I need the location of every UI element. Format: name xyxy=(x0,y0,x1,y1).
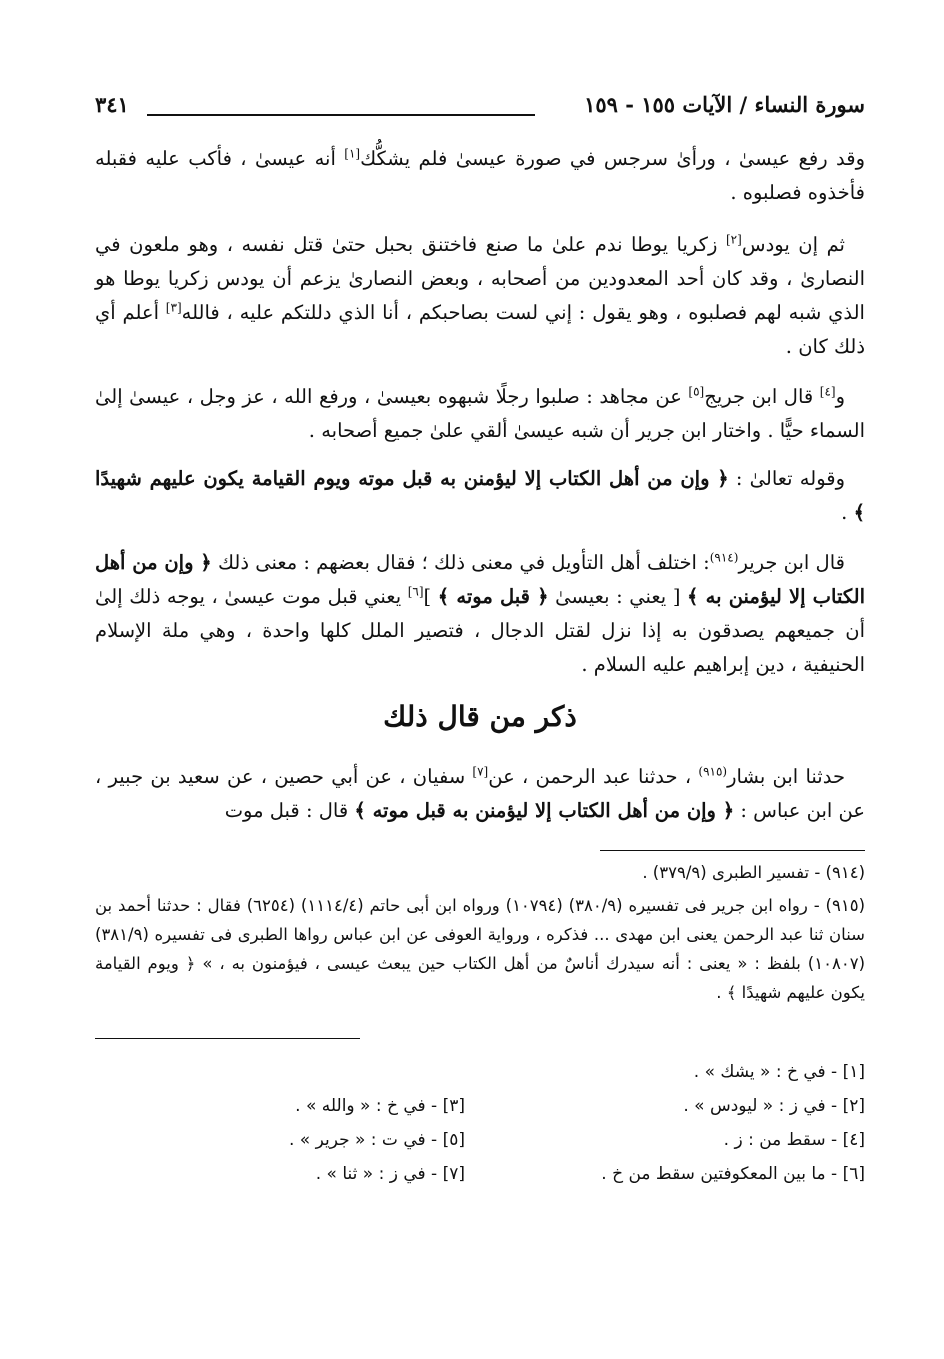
section-heading: ذكر من قال ذلك xyxy=(383,700,577,733)
p6-text-b: ، حدثنا عبد الرحمن ، عن xyxy=(488,765,699,788)
p5-text-d: ] xyxy=(423,585,438,608)
paragraph-2-block xyxy=(95,228,865,364)
p6-text-c: سفيان ، عن أبي حصين ، عن سعيد بن جبير ، عن ابن عباس : xyxy=(95,765,865,822)
main-text xyxy=(95,142,865,210)
p6-text-d: قال : قبل موت xyxy=(224,799,355,822)
p2-text-c: أعلم أي ذلك كان . xyxy=(95,301,865,358)
paragraph-6-block xyxy=(95,760,865,828)
variant-row xyxy=(95,1089,865,1123)
variant-1: [١] - في خ : « يشك » . xyxy=(693,1062,865,1082)
variant-4: [٤] - سقط من : ز . xyxy=(723,1130,865,1150)
p2-text-b: زكريا يوطا ندم علىٰ ما صنع فاختنق بحبل حتىٰ قتل نفسه ، وهو ملعون في النصارىٰ ، وقد كان أحد المعدودين من أصحابه ، وبعض النصارىٰ يزعم أن يودس زكريا يوطا هو الذي شبه لهم فصلبوه ، وهو يقول : إني لست بصاحبكم ، أنا الذي دللتكم عليه ، فالله xyxy=(95,233,865,324)
paragraph-4 xyxy=(95,462,865,530)
p4-text-b: . xyxy=(841,501,854,524)
p1-text-a: وقد رفع عيسىٰ ، ورأىٰ سرجس في صورة عيسىٰ فلم يشكُّك xyxy=(360,147,865,170)
paragraph-6 xyxy=(95,760,865,828)
footnote-rule xyxy=(600,850,865,851)
p2-note-ref-2: [٣] xyxy=(165,300,182,315)
header-title: سورة النساء / الآيات ١٥٥ - ١٥٩ xyxy=(584,92,865,117)
p5-text-e: يعني قبل موت عيسىٰ ، يوجه ذلك إلىٰ أن جميعهم يصدقون به إذا نزل لقتل الدجال ، فتصير الملل كلها واحدة ، وهي ملة الإسلام الحنيفية ، دين إبراهيم عليه السلام . xyxy=(95,585,865,676)
page-number: ٣٤١ xyxy=(95,92,129,117)
p6-note-ref: [٧] xyxy=(472,764,489,779)
p6-quran-quote: ﴿ وإن من أهل الكتاب إلا ليؤمنن به قبل موته ﴾ xyxy=(354,799,735,822)
p1-note-ref: [١] xyxy=(344,146,361,161)
paragraph-5-block xyxy=(95,546,865,682)
running-header xyxy=(95,90,865,124)
p5-quran-quote-2: ﴿ قبل موته ﴾ xyxy=(437,585,549,608)
paragraph-3-block xyxy=(95,380,865,448)
variant-7: [٧] - في ز : « ثنا » . xyxy=(315,1164,465,1184)
p5-text-a: قال ابن جرير xyxy=(738,551,845,574)
p4-text-a: وقوله تعالىٰ : xyxy=(728,467,846,490)
variant-row xyxy=(95,1055,865,1089)
variant-row xyxy=(95,1123,865,1157)
p6-footnote-ref: (٩١٥) xyxy=(698,764,728,779)
p4-quran-quote: ﴿ وإن من أهل الكتاب إلا ليؤمنن به قبل موته ويوم القيامة يكون عليهم شهيدًا ﴾ xyxy=(95,467,865,524)
p6-text-a: حدثنا ابن بشار xyxy=(727,765,845,788)
footnote-914: (٩١٤) - تفسير الطبرى (٣٧٩/٩) . xyxy=(642,863,865,882)
p3-note-ref-1: [٤] xyxy=(819,384,836,399)
book-page xyxy=(95,80,865,1280)
p2-text-a: ثم إن يودس xyxy=(741,233,845,256)
variant-6: [٦] - ما بين المعكوفتين سقط من خ . xyxy=(601,1164,865,1184)
variant-2: [٢] - في ز : « ليودس » . xyxy=(683,1096,865,1116)
p1-text-b: أنه عيسىٰ ، فأكب عليه فقبله فأخذوه فصلبوه . xyxy=(95,147,865,204)
paragraph-5 xyxy=(95,546,865,682)
p2-note-ref-1: [٢] xyxy=(725,232,742,247)
variant-5: [٥] - في ت : « جرير » . xyxy=(288,1130,465,1150)
p5-note-ref: [٦] xyxy=(407,584,424,599)
paragraph-2 xyxy=(95,228,865,364)
paragraph-4-block xyxy=(95,462,865,530)
paragraph-1 xyxy=(95,142,865,210)
p3-text-a: و xyxy=(835,385,846,408)
p5-text-c: [ يعني : بعيسىٰ xyxy=(548,585,688,608)
p5-footnote-ref: (٩١٤) xyxy=(709,550,739,565)
variant-3: [٣] - في خ : « والله » . xyxy=(295,1096,465,1116)
p3-text-b: قال ابن جريج xyxy=(704,385,820,408)
header-rule xyxy=(147,114,535,116)
variant-row xyxy=(95,1157,865,1191)
footnotes xyxy=(95,858,865,1007)
p5-text-b: : اختلف أهل التأويل في معنى ذلك ؛ فقال بعضهم : معنى ذلك xyxy=(211,551,710,574)
manuscript-variants xyxy=(95,1055,865,1191)
p3-text-c: عن مجاهد : صلبوا رجلًا شبهوه بعيسىٰ ، ورفع الله ، عز وجل ، عيسىٰ إلىٰ السماء حيًّا . واختار ابن جرير أن شبه عيسىٰ ألقي علىٰ جميع أصحابه . xyxy=(95,385,865,442)
p3-note-ref-2: [٥] xyxy=(688,384,705,399)
paragraph-3 xyxy=(95,380,865,448)
footnote-915: (٩١٥) - رواه ابن جرير فى تفسيره (٣٨٠/٩) (١٠٧٩٤) ورواه ابن أبى حاتم (١١١٤/٤) (٦٢٥٤) فقال : حدثنا أحمد بن سنان ثنا عبد الرحمن يعنى ابن مهدى ... فذكره ، ورواية العوفى عن ابن عباس رواها الطبرى فى تفسيره (٣٨١/٩) (١٠٨٠٧) بلفظ : « يعنى : أنه سيدرك أناسٌ من أهل الكتاب حين يبعث عيسى ، فيؤمنون به ، » ﴿ ويوم القيامة يكون عليهم شهيدًا ﴾ . xyxy=(95,896,865,1002)
variants-rule xyxy=(95,1038,360,1039)
p5-quran-quote-1: ﴿ وإن من أهل الكتاب إلا ليؤمنن به ﴾ xyxy=(95,551,865,608)
